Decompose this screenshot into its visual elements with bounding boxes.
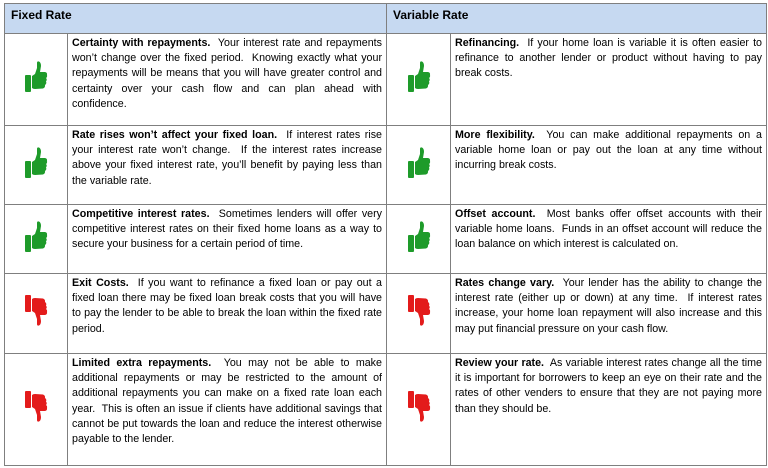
variable-item-body: Your lender has the ability to change the interest rate (either up or down) at any time. If interest rates increase, your home loan repayment will also increase and this may put financial pressure on your cash flow. (455, 277, 765, 335)
fixed-item-body: You may not be able to make additional repayments or may be restricted to the amount of additional repayments you can make on a fixed rate loan each year. This is often an issue if clients have additional savings that cannot be put towards the loan and reduce the interest otherwise payable to the lender. (72, 357, 385, 446)
variable-item-title: Offset account. (455, 208, 536, 220)
fixed-item-body: Your interest rate and repayments won’t change over the fixed period. Knowing exactly what your repayments will be means that you will have greater control and certainty over your cash flow and can plan ahead with confidence. (72, 37, 385, 110)
variable-item-body: As variable interest rates change all the time it is important for borrowers to keep an eye on their rate and the rates of other venders to ensure that they are not paying more than they should be. (455, 357, 765, 415)
thumbs-up-icon (407, 220, 431, 254)
comparison-table (4, 3, 767, 466)
thumbs-down-icon (407, 390, 431, 424)
variable-item-body: If your home loan is variable it is often easier to refinance to another lender or product without having to pay break costs. (455, 37, 765, 80)
icon-cell (387, 34, 451, 126)
fixed-item-body: Sometimes lenders will offer very competitive interest rates on their fixed home loans as a way to secure your business for a certain period of time. (72, 208, 385, 251)
variable-rate-cell (451, 205, 767, 274)
icon-cell (5, 205, 68, 274)
table-row (5, 126, 767, 205)
table-row (5, 354, 767, 466)
icon-cell (387, 126, 451, 205)
variable-item-title: Review your rate. (455, 357, 545, 369)
fixed-item-title: Competitive interest rates. (72, 208, 210, 220)
icon-cell (5, 274, 68, 354)
variable-rate-cell (451, 274, 767, 354)
variable-rate-header: Variable Rate (387, 4, 767, 34)
thumbs-up-icon (24, 60, 48, 94)
icon-cell (387, 354, 451, 466)
variable-rate-cell (451, 354, 767, 466)
fixed-rate-header: Fixed Rate (5, 4, 387, 34)
table-row (5, 205, 767, 274)
icon-cell (387, 274, 451, 354)
thumbs-down-icon (24, 390, 48, 424)
variable-rate-cell (451, 34, 767, 126)
fixed-rate-cell (68, 126, 387, 205)
icon-cell (5, 354, 68, 466)
variable-item-title: More flexibility. (455, 129, 535, 141)
fixed-rate-cell (68, 354, 387, 466)
table-row (5, 34, 767, 126)
fixed-item-title: Exit Costs. (72, 277, 129, 289)
variable-rate-cell (451, 126, 767, 205)
variable-item-title: Rates change vary. (455, 277, 555, 289)
fixed-item-title: Certainty with repayments. (72, 37, 211, 49)
thumbs-up-icon (407, 60, 431, 94)
icon-cell (5, 126, 68, 205)
fixed-item-title: Limited extra repayments. (72, 357, 212, 369)
thumbs-up-icon (24, 146, 48, 180)
thumbs-up-icon (24, 220, 48, 254)
fixed-item-body: If you want to refinance a fixed loan or pay out a fixed loan there may be fixed loan break costs that you will have to pay the lender to be able to break the loan within the fixed rate period. (72, 277, 385, 335)
thumbs-up-icon (407, 146, 431, 180)
icon-cell (5, 34, 68, 126)
fixed-item-body: If interest rates rise your interest rate won’t change. If the interest rates increase above your fixed interest rate, you’ll benefit by paying less than the variable rate. (72, 129, 385, 187)
variable-item-body: Most banks offer offset accounts with their variable home loans. Funds in an offset account will reduce the loan balance on which interest is calculated on. (455, 208, 765, 251)
fixed-rate-cell (68, 34, 387, 126)
thumbs-down-icon (407, 294, 431, 328)
fixed-rate-cell (68, 205, 387, 274)
icon-cell (387, 205, 451, 274)
variable-item-body: You can make additional repayments on a variable home loan or pay out the loan at any time without incurring break costs. (455, 129, 765, 172)
fixed-rate-cell (68, 274, 387, 354)
table-row (5, 274, 767, 354)
thumbs-down-icon (24, 294, 48, 328)
fixed-item-title: Rate rises won’t affect your fixed loan. (72, 129, 278, 141)
variable-item-title: Refinancing. (455, 37, 520, 49)
